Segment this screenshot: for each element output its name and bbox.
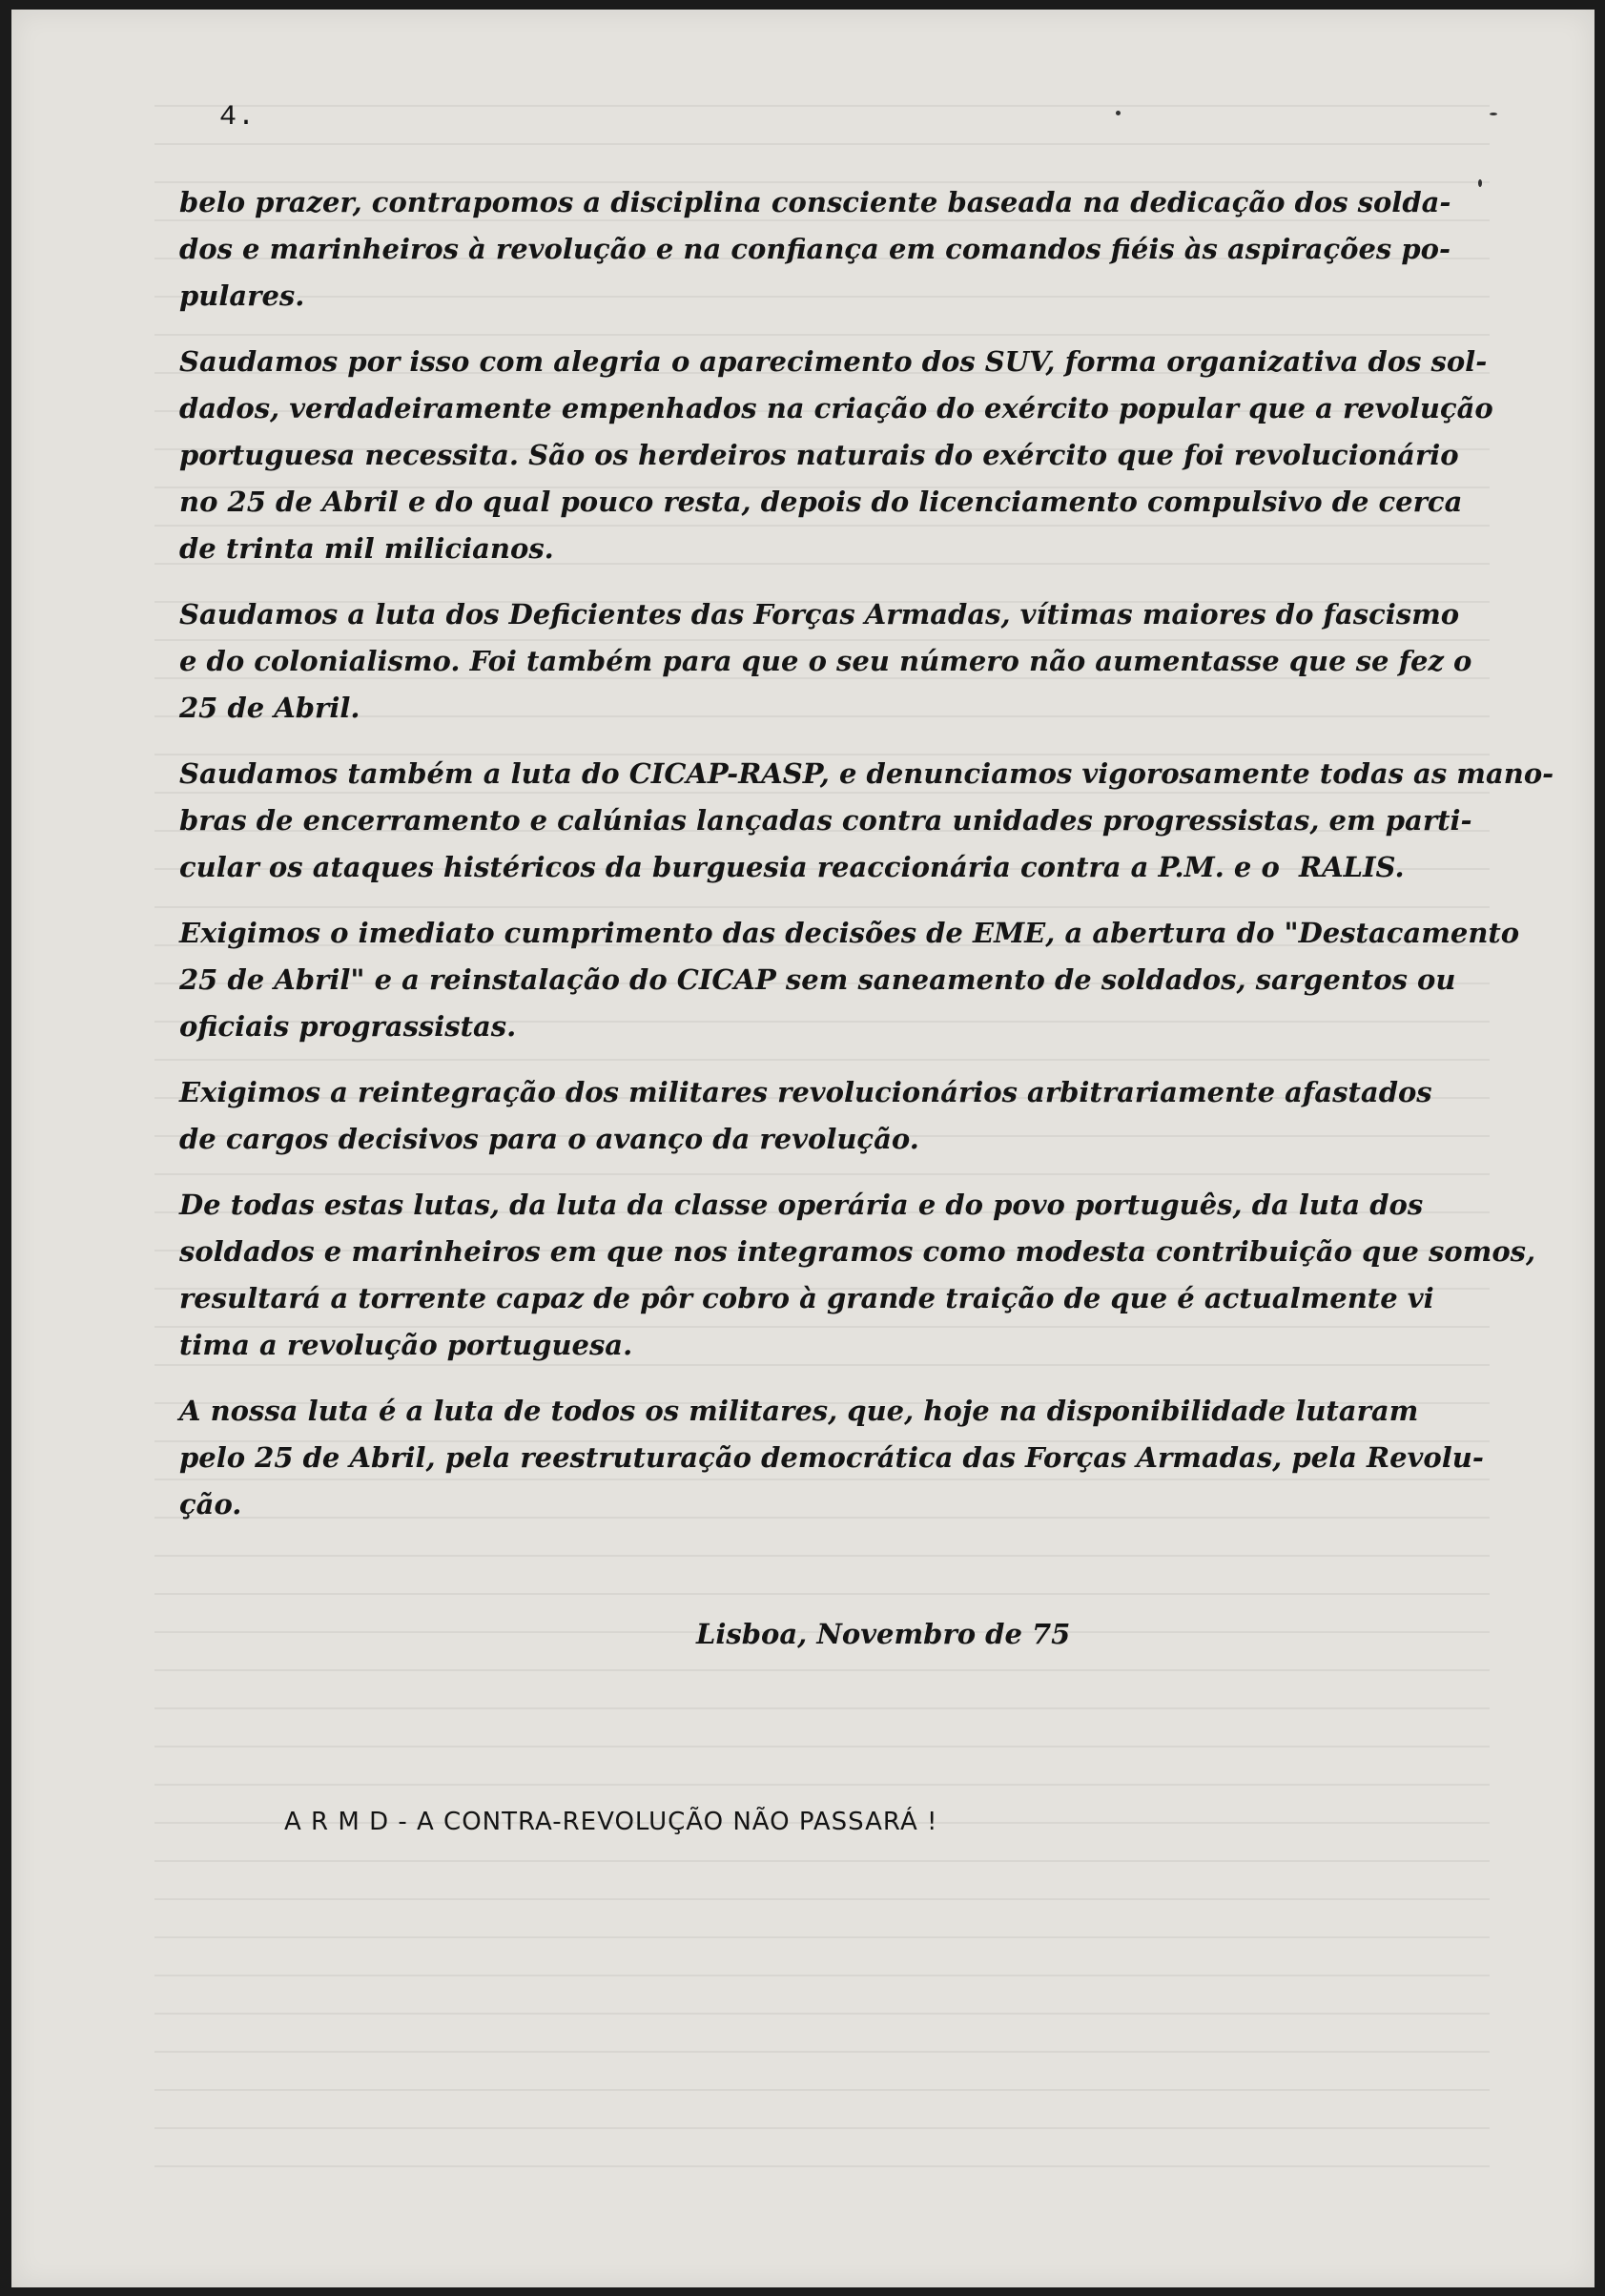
text-line: resultará a torrente capaz de pôr cobro à grande traição de que é actualmente vi xyxy=(179,1282,1434,1314)
text-line: De todas estas lutas, da luta da classe operária e do povo português, da luta dos xyxy=(179,1189,1424,1221)
text-line: 25 de Abril. xyxy=(179,692,360,724)
text-line: dos e marinheiros à revolução e na confiança em comandos fiéis às aspirações po- xyxy=(179,233,1451,265)
text-line: belo prazer, contrapomos a disciplina consciente baseada na dedicação dos solda- xyxy=(179,186,1451,218)
letter-body xyxy=(179,179,1554,1547)
paragraph-nossa-luta xyxy=(179,1388,1484,1528)
text-line: e do colonialismo. Foi também para que o seu número não aumentasse que se fez o xyxy=(179,645,1472,677)
text-line: 25 de Abril" e a reinstalação do CICAP sem saneamento de soldados, sargentos ou xyxy=(179,963,1456,996)
text-line: Saudamos por isso com alegria o aparecimento dos SUV, forma organizativa dos sol- xyxy=(179,345,1488,378)
text-line: A nossa luta é a luta de todos os militares, que, hoje na disponibilidade lutaram xyxy=(179,1395,1419,1427)
text-line: portuguesa necessita. São os herdeiros naturais do exército que foi revolucionário xyxy=(179,439,1459,471)
text-line: tima a revolução portuguesa. xyxy=(179,1329,633,1361)
place-date-signoff: Lisboa, Novembro de 75 xyxy=(696,1618,1071,1650)
paragraph-reintegracao xyxy=(179,1069,1476,1163)
text-line: Exigimos o imediato cumprimento das decisões de EME, a abertura do "Destacamento xyxy=(179,917,1520,949)
paragraph-suv xyxy=(179,339,1493,572)
paragraph-lutas xyxy=(179,1182,1536,1369)
text-line: pulares. xyxy=(179,279,305,312)
text-line: cular os ataques histéricos da burguesia reaccionária contra a P.M. e o RALIS. xyxy=(179,851,1405,883)
text-line: pelo 25 de Abril, pela reestruturação democrática das Forças Armadas, pela Revolu- xyxy=(179,1441,1484,1474)
scan-speck xyxy=(1116,111,1121,115)
text-line: oficiais prograssistas. xyxy=(179,1010,517,1043)
text-line: de cargos decisivos para o avanço da revolução. xyxy=(179,1123,919,1155)
text-line: no 25 de Abril e do qual pouco resta, depois do licenciamento compulsivo de cerca xyxy=(179,486,1463,518)
paragraph-cicap xyxy=(179,751,1554,891)
scan-speck xyxy=(1478,179,1482,187)
paragraph-deficientes xyxy=(179,591,1476,732)
closing-slogan: A R M D - A CONTRA-REVOLUÇÃO NÃO PASSARÁ ! xyxy=(284,1808,938,1836)
text-line: Exigimos a reintegração dos militares revolucionários arbitrariamente afastados xyxy=(179,1076,1432,1108)
text-line: soldados e marinheiros em que nos integramos como modesta contribuição que somos, xyxy=(179,1235,1536,1268)
text-line: bras de encerramento e calúnias lançadas contra unidades progressistas, em parti- xyxy=(179,804,1472,837)
document-page xyxy=(11,10,1595,2287)
scan-speck xyxy=(1490,113,1497,115)
paragraph-eme xyxy=(179,910,1520,1050)
text-line: dados, verdadeiramente empenhados na criação do exército popular que a revolução xyxy=(179,392,1493,424)
text-line: ção. xyxy=(179,1488,242,1520)
page-number: 4. xyxy=(219,101,257,134)
text-line: de trinta mil milicianos. xyxy=(179,532,554,565)
text-line: Saudamos a luta dos Deficientes das Forças Armadas, vítimas maiores do fascismo xyxy=(179,598,1460,631)
text-line: Saudamos também a luta do CICAP-RASP, e denunciamos vigorosamente todas as mano- xyxy=(179,757,1554,790)
paragraph-discipline xyxy=(179,179,1476,320)
